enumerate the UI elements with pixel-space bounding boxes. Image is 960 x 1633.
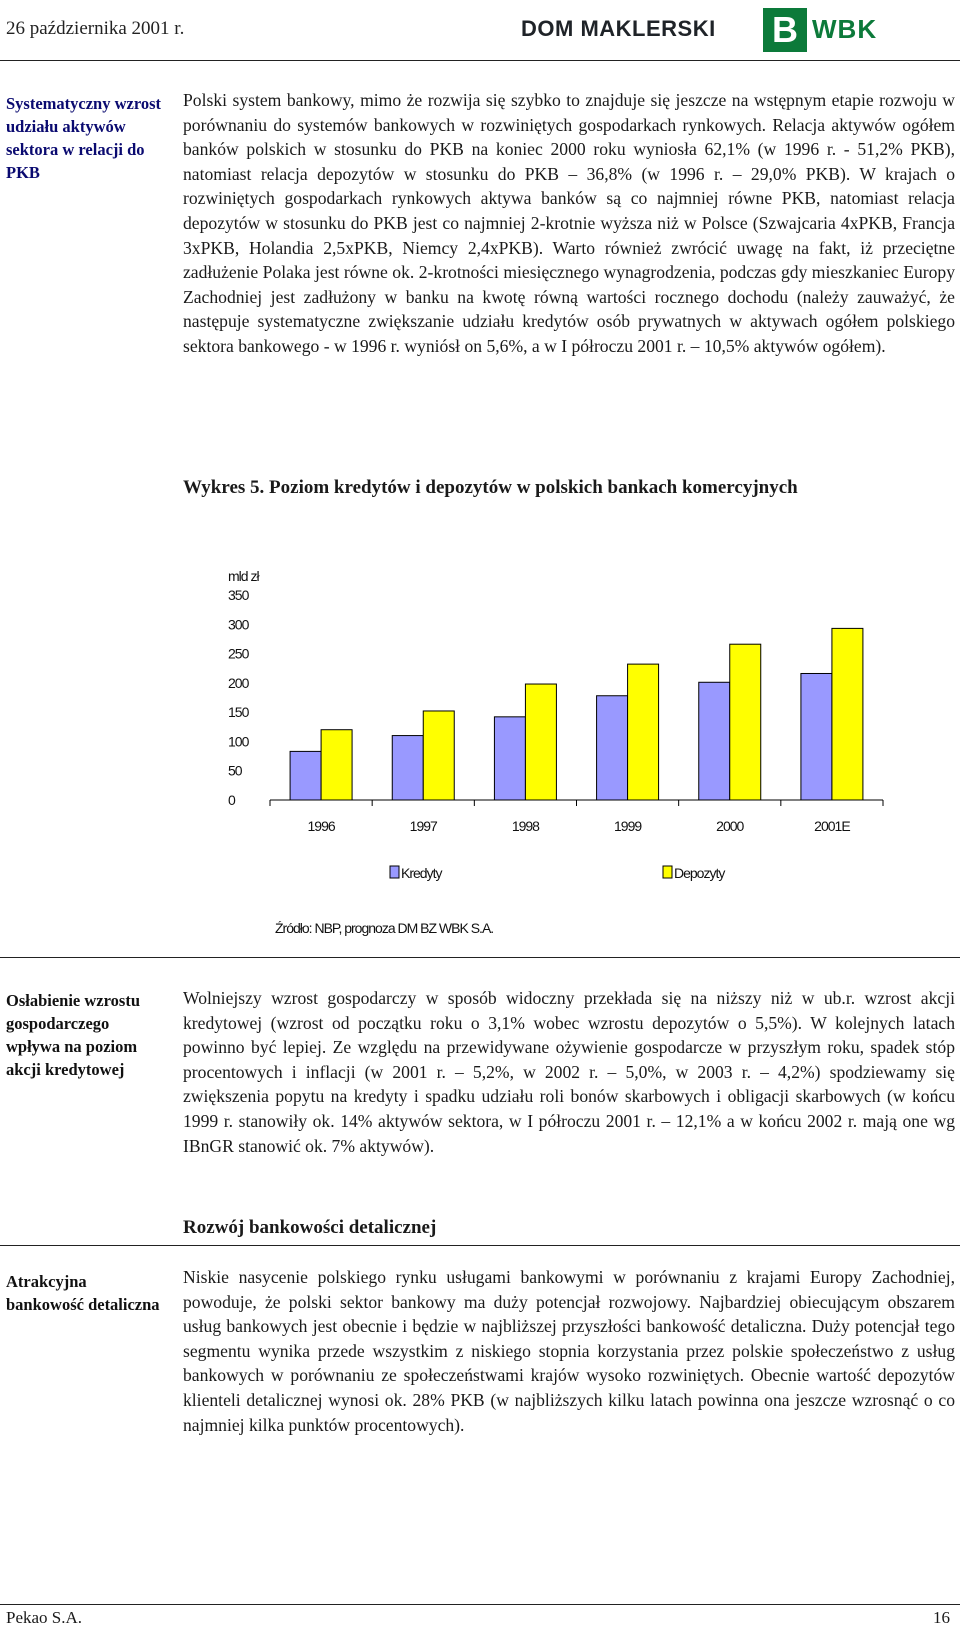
header-rule — [0, 60, 960, 61]
y-tick-label: 50 — [228, 762, 242, 779]
broker-name: DOM MAKLERSKI — [521, 16, 716, 41]
bar-depozyty — [423, 711, 454, 800]
x-tick-label: 1996 — [307, 818, 335, 834]
retail-banking-heading: Rozwój bankowości detalicznej — [183, 1217, 437, 1238]
bar-kredyty — [494, 717, 525, 800]
y-tick-label: 100 — [228, 733, 249, 750]
legend-swatch-kredyty — [390, 866, 399, 878]
paragraph-banking-system: Polski system bankowy, mimo że rozwija się szybko to znajduje się jeszcze na wstępnym etapie rozwoju w porównaniu do systemów bankowych w rozwiniętych gospodarkach rynkowych. Relacja aktywów ogółem banków polskich w stosunku do PKB na koniec 2000 roku wyniosła 62,1% (w 1996 r. - 51,2% PKB), natomiast relacja depozytów w stosunku do PKB – 36,8% (w 1996 r. – 29,0% PKB). W krajach o rozwiniętych gospodarkach rynkowych aktywa banków są co najmniej równe PKB, natomiast relacja depozytów w stosunku do PKB jest co najmniej 2-krotnie wyższa niż w Polsce (Szwajcaria 4xPKB, Francja 3xPKB, Holandia 2,5xPKB, Niemcy 2,4xPKB). Warto również zwrócić uwagę na fakt, iż przeciętne zadłużenie Polaka jest równe ok. 2-krotności miesięcznego wynagrodzenia, podczas gdy mieszkaniec Europy Zachodniej jest zadłużony w banku na kwotę równą wartości rocznego dochodu (należy zauważyć, że następuje systematyczne zwiększanie udziału kredytów osób prywatnych w aktywach ogółem polskiego sektora bankowego - w 1996 r. wyniósł on 5,6%, a w I półroczu 2001 r. – 10,5% aktywów ogółem). — [183, 90, 955, 356]
bar-kredyty — [801, 673, 832, 800]
chart-heading: Wykres 5. Poziom kredytów i depozytów w polskich bankach komercyjnych — [183, 477, 798, 498]
y-tick-label: 0 — [228, 792, 235, 808]
y-tick-label: 250 — [228, 645, 249, 662]
chart-svg — [183, 568, 903, 940]
legend-label-kredyty: Kredyty — [401, 865, 442, 881]
credit-deposit-chart — [183, 568, 903, 945]
y-tick-label: 150 — [228, 704, 249, 721]
y-tick-label: 200 — [228, 674, 249, 691]
y-tick-label: 300 — [228, 616, 249, 633]
section-rule-2 — [0, 1245, 960, 1246]
wbk-logo-text: WBK — [812, 14, 878, 44]
bar-kredyty — [290, 751, 321, 800]
x-tick-label: 2001E — [814, 818, 850, 834]
bar-kredyty — [392, 736, 423, 800]
bar-depozyty — [525, 684, 556, 800]
side-label-assets-growth: Systematyczny wzrost udziału aktywów sektora w relacji do PKB — [6, 94, 162, 182]
x-tick-label: 1997 — [409, 818, 437, 834]
bzwbk-logo-mark: B — [763, 8, 807, 52]
x-tick-label: 1999 — [614, 818, 642, 834]
bar-depozyty — [321, 730, 352, 800]
bar-depozyty — [832, 628, 863, 800]
x-tick-label: 2000 — [716, 818, 744, 834]
footer-rule — [0, 1604, 960, 1605]
page-header — [0, 0, 960, 58]
paragraph-retail-banking: Niskie nasycenie polskiego rynku usługami bankowymi w porównaniu z krajami Europy Zachodniej, powoduje, że polski sektor bankowy ma duży potencjał rozwojowy. Najbardziej obiecującym obszarem usług bankowych jest obecnie i będzie w najbliższej przyszłości bankowość detaliczna. Duży potencjał tego segmentu wynika przede wszystkim z niskiego stopnia korzystania przez polskie społeczeństwo z usług bankowych w porównaniu ze społeczeństwami krajów wysoko rozwiniętych. Obecnie wartość depozytów klienteli detalicznej wynosi ok. 28% PKB (w najbliższych kilku latach powinna ona jeszcze wzrosnąć o co najmniej kilka punktów procentowych). — [183, 1267, 955, 1435]
y-axis-unit-label: mld zł — [228, 568, 259, 584]
section-rule-1 — [0, 957, 960, 958]
bar-depozyty — [730, 644, 761, 800]
side-label-retail: Atrakcyjna bankowość detaliczna — [6, 1272, 160, 1314]
footer-company: Pekao S.A. — [6, 1608, 83, 1627]
bar-kredyty — [699, 682, 730, 800]
legend-label-depozyty: Depozyty — [674, 865, 725, 881]
y-tick-label: 350 — [228, 587, 249, 603]
bar-kredyty — [597, 696, 628, 800]
report-date: 26 października 2001 r. — [6, 18, 185, 39]
bar-depozyty — [628, 664, 659, 800]
chart-source-note: Źródło: NBP, prognoza DM BZ WBK S.A. — [275, 920, 494, 936]
side-label-slowdown: Osłabienie wzrostu gospodarczego wpływa na poziom akcji kredytowej — [6, 991, 140, 1079]
x-tick-label: 1998 — [511, 818, 539, 834]
page-number: 16 — [933, 1608, 950, 1627]
paragraph-credit-slowdown: Wolniejszy wzrost gospodarczy w sposób widoczny przekłada się na niższy niż w ub.r. wzrost akcji kredytowej (wzrost od początku roku o 3,1% wobec wzrostu depozytów o 5,5%). W kolejnych latach powinno być lepiej. Ze względu na przewidywane ożywienie gospodarcze w przyszłym roku, spadek stóp procentowych i inflacji (w 2001 r. – 5,2%, w 2002 r. – 5,0%, w 2003 r. – 4,2%) spodziewamy się zwiększenia popytu na kredyty i spadku udziału roli bonów skarbowych i obligacji skarbowych (w końcu 1999 r. stanowiły ok. 14% aktywów sektora, w I półroczu 2001 r. – 12,1% a w końcu 2002 r. mają one wg IBnGR stanowić ok. 7% aktywów). — [183, 988, 955, 1156]
legend-swatch-depozyty — [663, 866, 672, 878]
